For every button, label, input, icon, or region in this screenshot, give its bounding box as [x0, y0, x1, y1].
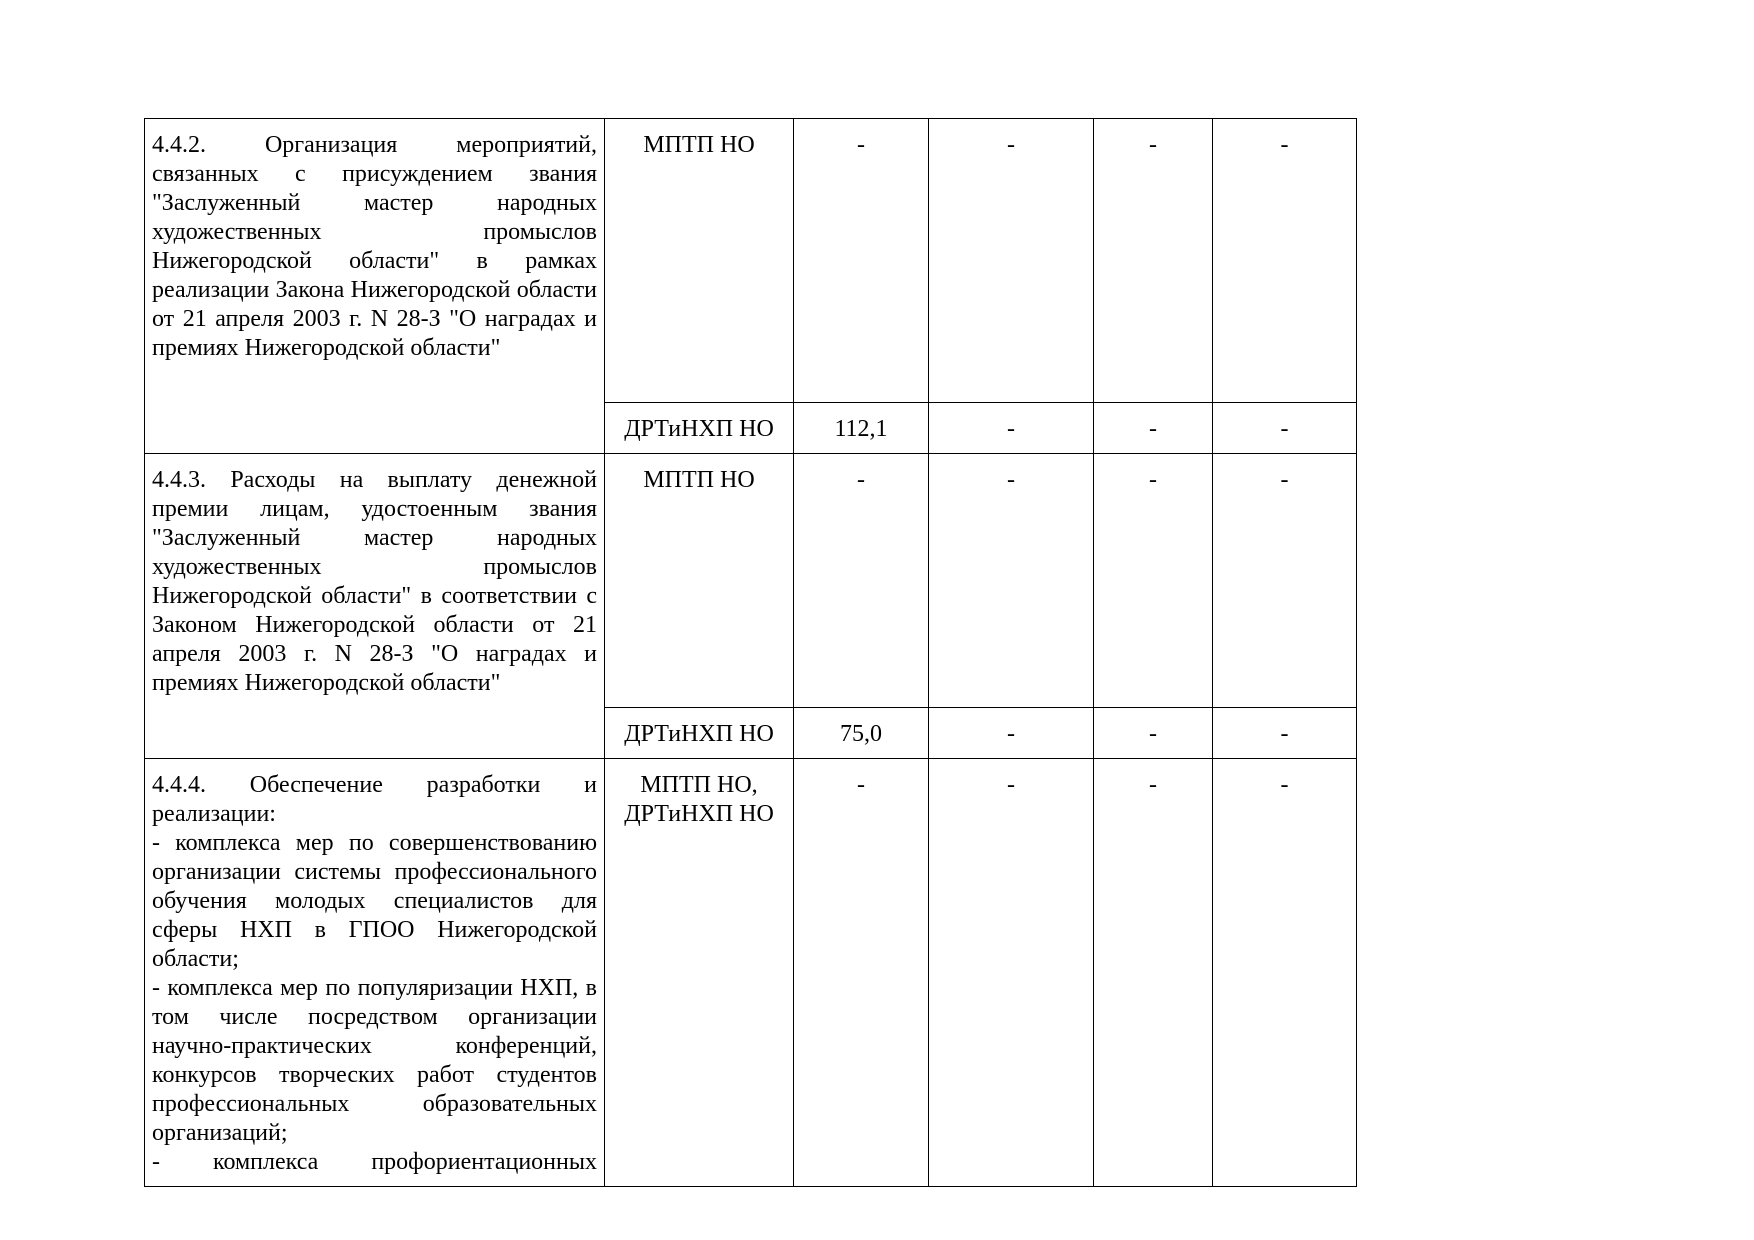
organization-line: МПТП НО,: [640, 772, 758, 798]
organization-line: ДРТиНХП НО: [624, 801, 774, 827]
value-cell: -: [794, 759, 929, 1187]
value-cell: -: [794, 454, 929, 708]
organization-cell: ДРТиНХП НО: [605, 403, 794, 454]
value-cell: -: [1094, 454, 1213, 708]
value-cell: 75,0: [794, 708, 929, 759]
program-measures-table: [144, 118, 1357, 1187]
table-row: [145, 119, 1357, 403]
value-cell: -: [1213, 454, 1357, 708]
measure-description-cell: [145, 119, 605, 454]
value-cell: -: [1094, 759, 1213, 1187]
measure-description-line: 4.4.4. Обеспечение разработки и реализации:: [152, 772, 597, 827]
measure-description-line: - комплекса мер по популяризации НХП, в том числе посредством организации научно-практических конференций, конкурсов творческих работ студентов профессиональных образовательных организаций;: [152, 975, 597, 1146]
value-cell: -: [929, 403, 1094, 454]
value-cell: -: [1094, 403, 1213, 454]
value-cell: -: [794, 119, 929, 403]
value-cell: -: [929, 454, 1094, 708]
measure-description-line: - комплекса мер по совершенствованию организации системы профессионального обучения молодых специалистов для сферы НХП в ГПОО Нижегородской области;: [152, 830, 597, 972]
measure-description-cell: [145, 759, 605, 1187]
table-row: [145, 759, 1357, 1187]
value-cell: -: [1213, 708, 1357, 759]
organization-cell: ДРТиНХП НО: [605, 708, 794, 759]
organization-cell: [605, 759, 794, 1187]
table-row: [145, 454, 1357, 708]
value-cell: -: [1213, 759, 1357, 1187]
measure-description: 4.4.3. Расходы на выплату денежной премии лицам, удостоенным звания "Заслуженный мастер народных художественных промыслов Нижегородской области" в соответствии с Законом Нижегородской области от 21 апреля 2003 г. N 28-З "О наградах и премиях Нижегородской области": [152, 467, 597, 696]
value-cell: -: [1094, 708, 1213, 759]
measure-description: 4.4.2. Организация мероприятий, связанных с присуждением звания "Заслуженный мастер народных художественных промыслов Нижегородской области" в рамках реализации Закона Нижегородской области от 21 апреля 2003 г. N 28-З "О наградах и премиях Нижегородской области": [152, 132, 597, 361]
value-cell: -: [929, 708, 1094, 759]
measure-description-line: - комплекса профориентационных: [152, 1149, 597, 1175]
value-cell: -: [1094, 119, 1213, 403]
value-cell: -: [929, 759, 1094, 1187]
organization-cell: МПТП НО: [605, 119, 794, 403]
value-cell: -: [929, 119, 1094, 403]
value-cell: 112,1: [794, 403, 929, 454]
measure-description-cell: [145, 454, 605, 759]
organization-cell: МПТП НО: [605, 454, 794, 708]
value-cell: -: [1213, 119, 1357, 403]
value-cell: -: [1213, 403, 1357, 454]
